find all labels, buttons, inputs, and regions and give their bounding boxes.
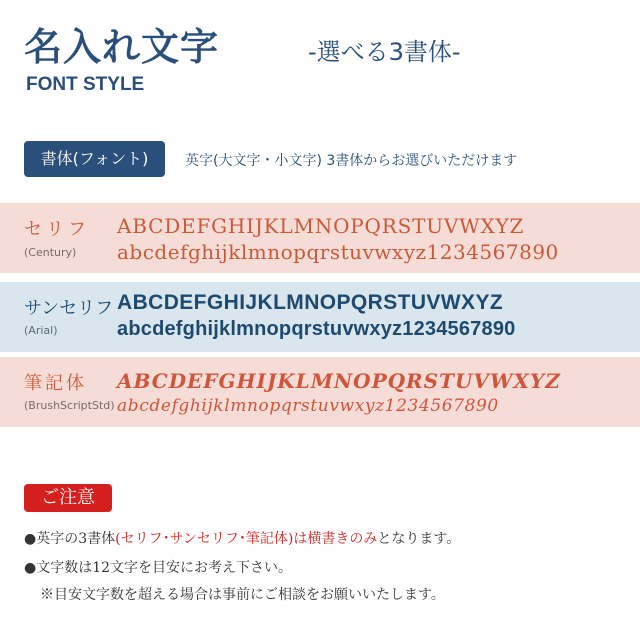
font-note-serif: (Century) [24,246,77,259]
notice-badge: ご注意 [24,484,112,512]
font-section-badge: 書体(フォント) [24,141,165,177]
notice-line1-prefix: ●英字の3書体 [24,531,116,547]
page-subtitle: -選べる3書体- [308,38,461,66]
serif-lowercase-sample: abcdefghijklmnopqrstuvwxyz1234567890 [117,240,559,264]
notice-line-horizontal-only [24,528,460,548]
font-note-sans-serif: (Arial) [24,324,58,337]
font-note-script: (BrushScriptStd) [24,399,115,412]
font-section-description: 英字(大文字・小文字) 3書体からお選びいただけます [185,153,518,169]
notice-line1-highlight: (セリフ･サンセリフ･筆記体)は横書きのみ [115,531,378,547]
page-title: 名入れ文字 [24,25,220,69]
serif-uppercase-sample: ABCDEFGHIJKLMNOPQRSTUVWXYZ [117,214,525,238]
script-uppercase-sample: ABCDEFGHIJKLMNOPQRSTUVWXYZ [117,369,561,393]
sans-lowercase-sample: abcdefghijklmnopqrstuvwxyz1234567890 [117,318,516,340]
notice-line1-suffix: となります。 [377,531,461,547]
font-name-serif: セリフ [24,219,90,240]
font-name-sans-serif: サンセリフ [24,298,114,319]
notice-line-consultation: ※目安文字数を超える場合は事前にご相談をお願いいたします。 [40,587,445,603]
script-lowercase-sample: abcdefghijklmnopqrstuvwxyz1234567890 [117,396,499,416]
sans-uppercase-sample: ABCDEFGHIJKLMNOPQRSTUVWXYZ [117,291,504,314]
font-name-script: 筆記体 [24,373,87,394]
page-title-english: FONT STYLE [26,74,145,95]
notice-line-character-count: ●文字数は12文字を目安にお考え下さい。 [24,560,293,576]
